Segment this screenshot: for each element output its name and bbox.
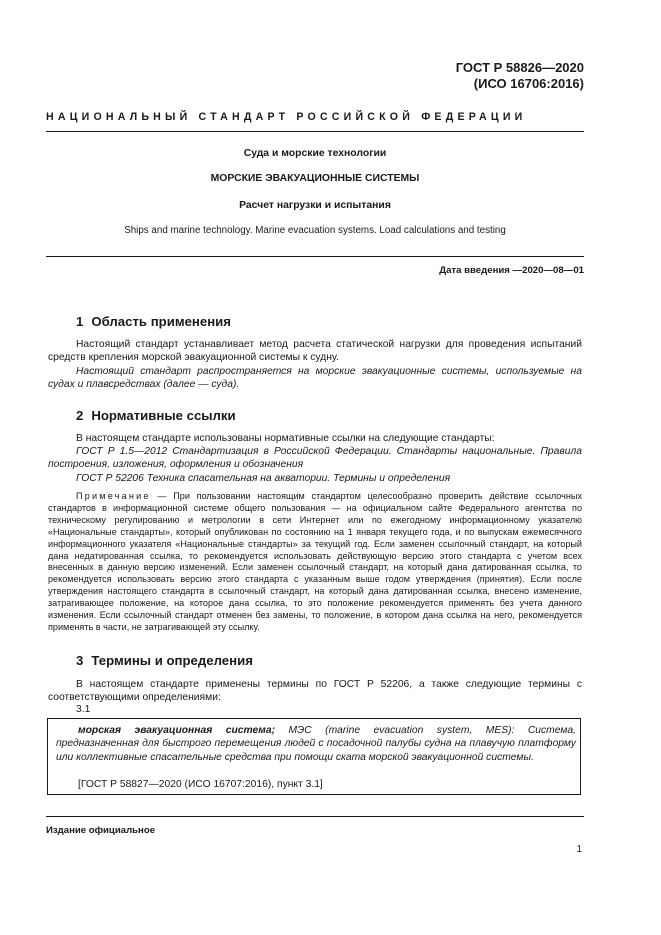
- normative-reference-2: ГОСТ Р 52206 Техника спасательная на акватории. Термины и определения: [76, 473, 451, 484]
- normative-reference-1: ГОСТ Р 1.5—2012 Стандартизация в Российской Федерации. Стандарты национальные. Правила построения, изложения, оформления и обозначения: [48, 446, 582, 471]
- introduction-date: Дата введения —2020—08—01: [439, 265, 584, 276]
- term-definition-text: МЭС (marine evacuation system, MES): Система, предназначенная для быстрого перемещения людей с посадочной палубы судна на плавучую платформу или коллективные спасательные средства при помощи ската морской эвакуационной системы.: [56, 725, 576, 763]
- section-2-heading: [76, 408, 236, 423]
- official-edition-label: Издание официальное: [46, 825, 156, 836]
- title-main: МОРСКИЕ ЭВАКУАЦИОННЫЕ СИСТЕМЫ: [210, 173, 420, 184]
- section-2-paragraph-1: В настоящем стандарте использованы нормативные ссылки на следующие стандарты:: [76, 433, 495, 444]
- section-2-title: Нормативные ссылки: [91, 408, 236, 423]
- section-1-title: Область применения: [91, 314, 231, 329]
- section-3-number: 3: [76, 653, 84, 668]
- note-text: — При пользовании настоящим стандартом целесообразно проверить действие ссылочных стандартов в информационной системе общего пользования — на официальном сайте Федерального агентства по техническому регулированию и метрологии в сети Интернет или по ежегодному информационному указателю «Национальные стандарты», который опубликован по состоянию на 1 января текущего года, и по выпускам ежемесячного информационного указателя «Национальные стандарты» за текущий год. Если заменен ссылочный стандарт, на который дана недатированная ссылка, то рекомендуется использовать действующую версию этого стандарта с учетом всех внесенных в данную версию изменений. Если заменен ссылочный стандарт, на который дана датированная ссылка, то рекомендуется использовать версию этого стандарта с указанным выше годом утверждения (принятия). Если после утверждения настоящего стандарта в ссылочный стандарт, на который дана датированная ссылка, внесено изменение, затрагивающее положение, на которое дана ссылка, то это положение рекомендуется применять без учета данного изменения. Если ссылочный стандарт отменен без замены, то положение, в котором дана ссылка на него, рекомендуется применять в части, не затрагивающей эту ссылку.: [48, 491, 582, 632]
- title-sub: Расчет нагрузки и испытания: [239, 200, 391, 211]
- title-group: Суда и морские технологии: [243, 148, 387, 159]
- title-rule: [46, 256, 584, 257]
- note-label: Примечание: [76, 491, 151, 501]
- section-1-paragraph-1: Настоящий стандарт устанавливает метод расчета статической нагрузки для проведения испытаний средств крепления морской эвакуационной системы к судну.: [48, 339, 582, 364]
- page-number: 1: [576, 844, 582, 855]
- section-3-title: Термины и определения: [91, 653, 253, 668]
- section-1-heading: [76, 314, 231, 329]
- section-1-number: 1: [76, 314, 84, 329]
- section-2-note: [48, 491, 582, 634]
- term-definition: [56, 724, 576, 764]
- iso-number: (ИСО 16706:2016): [473, 76, 584, 91]
- national-standard-banner: НАЦИОНАЛЬНЫЙ СТАНДАРТ РОССИЙСКОЙ ФЕДЕРАЦИИ: [46, 111, 527, 123]
- section-1-paragraph-2: Настоящий стандарт распространяется на морские эвакуационные системы, используемые на судах и плавсредствах (далее — суда).: [48, 366, 582, 391]
- header-rule: [46, 131, 584, 132]
- section-3-paragraph-1: В настоящем стандарте применены термины по ГОСТ Р 52206, а также следующие термины с соответствующими определениями:: [48, 679, 582, 704]
- section-2-number: 2: [76, 408, 84, 423]
- term-source: [ГОСТ Р 58827—2020 (ИСО 16707:2016), пункт 3.1]: [78, 779, 323, 790]
- clause-number: 3.1: [76, 704, 91, 715]
- term-name: морская эвакуационная система;: [78, 725, 276, 736]
- gost-number: ГОСТ Р 58826—2020: [455, 60, 584, 75]
- footer-rule: [46, 816, 584, 817]
- standard-number-block: [456, 60, 584, 92]
- section-3-heading: [76, 653, 253, 668]
- title-english: Ships and marine technology. Marine evacuation systems. Load calculations and testing: [124, 225, 506, 236]
